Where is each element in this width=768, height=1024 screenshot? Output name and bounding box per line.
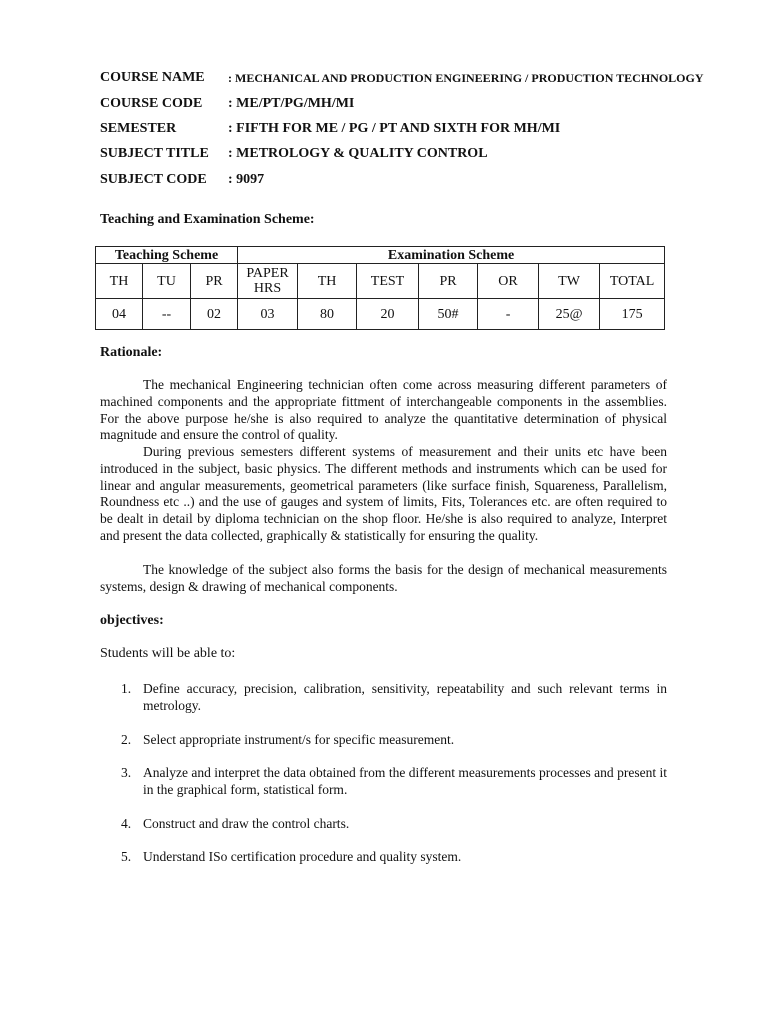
objectives-heading: objectives: bbox=[100, 613, 164, 628]
scheme-column-row bbox=[96, 264, 665, 299]
scheme-group-row bbox=[96, 247, 665, 264]
table-cell: 02 bbox=[191, 299, 238, 330]
list-text: Understand ISo certification procedure and quality system. bbox=[143, 849, 462, 864]
table-cell: - bbox=[478, 299, 539, 330]
objectives-intro: Students will be able to: bbox=[100, 646, 236, 661]
column-header: TW bbox=[539, 264, 600, 299]
list-item bbox=[121, 731, 667, 748]
subject-title-label: SUBJECT TITLE bbox=[100, 146, 209, 161]
table-cell: 50# bbox=[419, 299, 478, 330]
list-text: Analyze and interpret the data obtained from the different measurements processes and present it in the graphical form, statistical form. bbox=[143, 765, 667, 797]
column-header: TU bbox=[143, 264, 191, 299]
table-cell: 03 bbox=[238, 299, 298, 330]
table-cell: 04 bbox=[96, 299, 143, 330]
semester-label: SEMESTER bbox=[100, 121, 177, 136]
rationale-paragraph-2 bbox=[100, 444, 667, 545]
list-text: Select appropriate instrument/s for specific measurement. bbox=[143, 732, 455, 747]
scheme-table bbox=[95, 246, 665, 330]
rationale-paragraph-3 bbox=[100, 562, 667, 596]
rationale-text: The knowledge of the subject also forms the basis for the design of mechanical measurements systems, design & drawing of mechanical components. bbox=[100, 562, 667, 594]
scheme-value-row bbox=[96, 299, 665, 330]
scheme-heading: Teaching and Examination Scheme: bbox=[100, 212, 315, 227]
column-header: TH bbox=[298, 264, 357, 299]
column-header: TOTAL bbox=[600, 264, 665, 299]
course-code-value: : ME/PT/PG/MH/MI bbox=[228, 96, 355, 111]
teaching-scheme-header: Teaching Scheme bbox=[96, 247, 238, 264]
table-cell: 80 bbox=[298, 299, 357, 330]
table-cell: 20 bbox=[357, 299, 419, 330]
list-number: 5. bbox=[121, 849, 132, 864]
list-text: Construct and draw the control charts. bbox=[143, 816, 350, 831]
list-number: 1. bbox=[121, 681, 132, 696]
column-header: PR bbox=[419, 264, 478, 299]
rationale-paragraph-1 bbox=[100, 377, 667, 444]
list-item bbox=[121, 680, 667, 714]
list-item bbox=[121, 764, 667, 798]
column-header: PR bbox=[191, 264, 238, 299]
list-number: 2. bbox=[121, 732, 132, 747]
rationale-heading: Rationale: bbox=[100, 345, 163, 360]
list-item bbox=[121, 848, 667, 865]
table-cell: 25@ bbox=[539, 299, 600, 330]
course-code-label: COURSE CODE bbox=[100, 96, 203, 111]
column-header: PAPER HRS bbox=[238, 264, 298, 299]
table-cell: 175 bbox=[600, 299, 665, 330]
subject-title-value: : METROLOGY & QUALITY CONTROL bbox=[228, 146, 488, 161]
list-number: 4. bbox=[121, 816, 132, 831]
course-name-label: COURSE NAME bbox=[100, 70, 205, 85]
list-number: 3. bbox=[121, 765, 132, 780]
rationale-text: During previous semesters different systems of measurement and their units etc have been introduced in the subject, basic physics. The different methods and instruments which can be used for linear and angular measurements, geometrical parameters (like surface finish, Squareness, Parallelism, Roundness etc ..) and the use of gauges and system of limits, Fits, Tolerances etc. are often required to be dealt in detail by diploma technician on the shop floor. He/she is also required to analyze, Interpret and present the data collected, graphically & statistically for ensuring the quality. bbox=[100, 444, 667, 543]
table-cell: -- bbox=[143, 299, 191, 330]
rationale-text: The mechanical Engineering technician often come across measuring different parameters of machined components and the appropriate fittment of interchangeable components in the assemblies. For the above purpose he/she is also required to analyze the quantitative determination of physical magnitude and ensure the control of quality. bbox=[100, 377, 667, 443]
list-text: Define accuracy, precision, calibration, sensitivity, repeatability and such relevant terms in metrology. bbox=[143, 681, 667, 713]
column-header: TEST bbox=[357, 264, 419, 299]
list-item bbox=[121, 815, 667, 832]
examination-scheme-header: Examination Scheme bbox=[238, 247, 665, 264]
subject-code-label: SUBJECT CODE bbox=[100, 172, 207, 187]
subject-code-value: : 9097 bbox=[228, 172, 265, 187]
semester-value: : FIFTH FOR ME / PG / PT AND SIXTH FOR MH/MI bbox=[228, 121, 561, 136]
column-header: OR bbox=[478, 264, 539, 299]
course-name-value: : MECHANICAL AND PRODUCTION ENGINEERING / PRODUCTION TECHNOLOGY bbox=[228, 71, 704, 85]
column-header: TH bbox=[96, 264, 143, 299]
